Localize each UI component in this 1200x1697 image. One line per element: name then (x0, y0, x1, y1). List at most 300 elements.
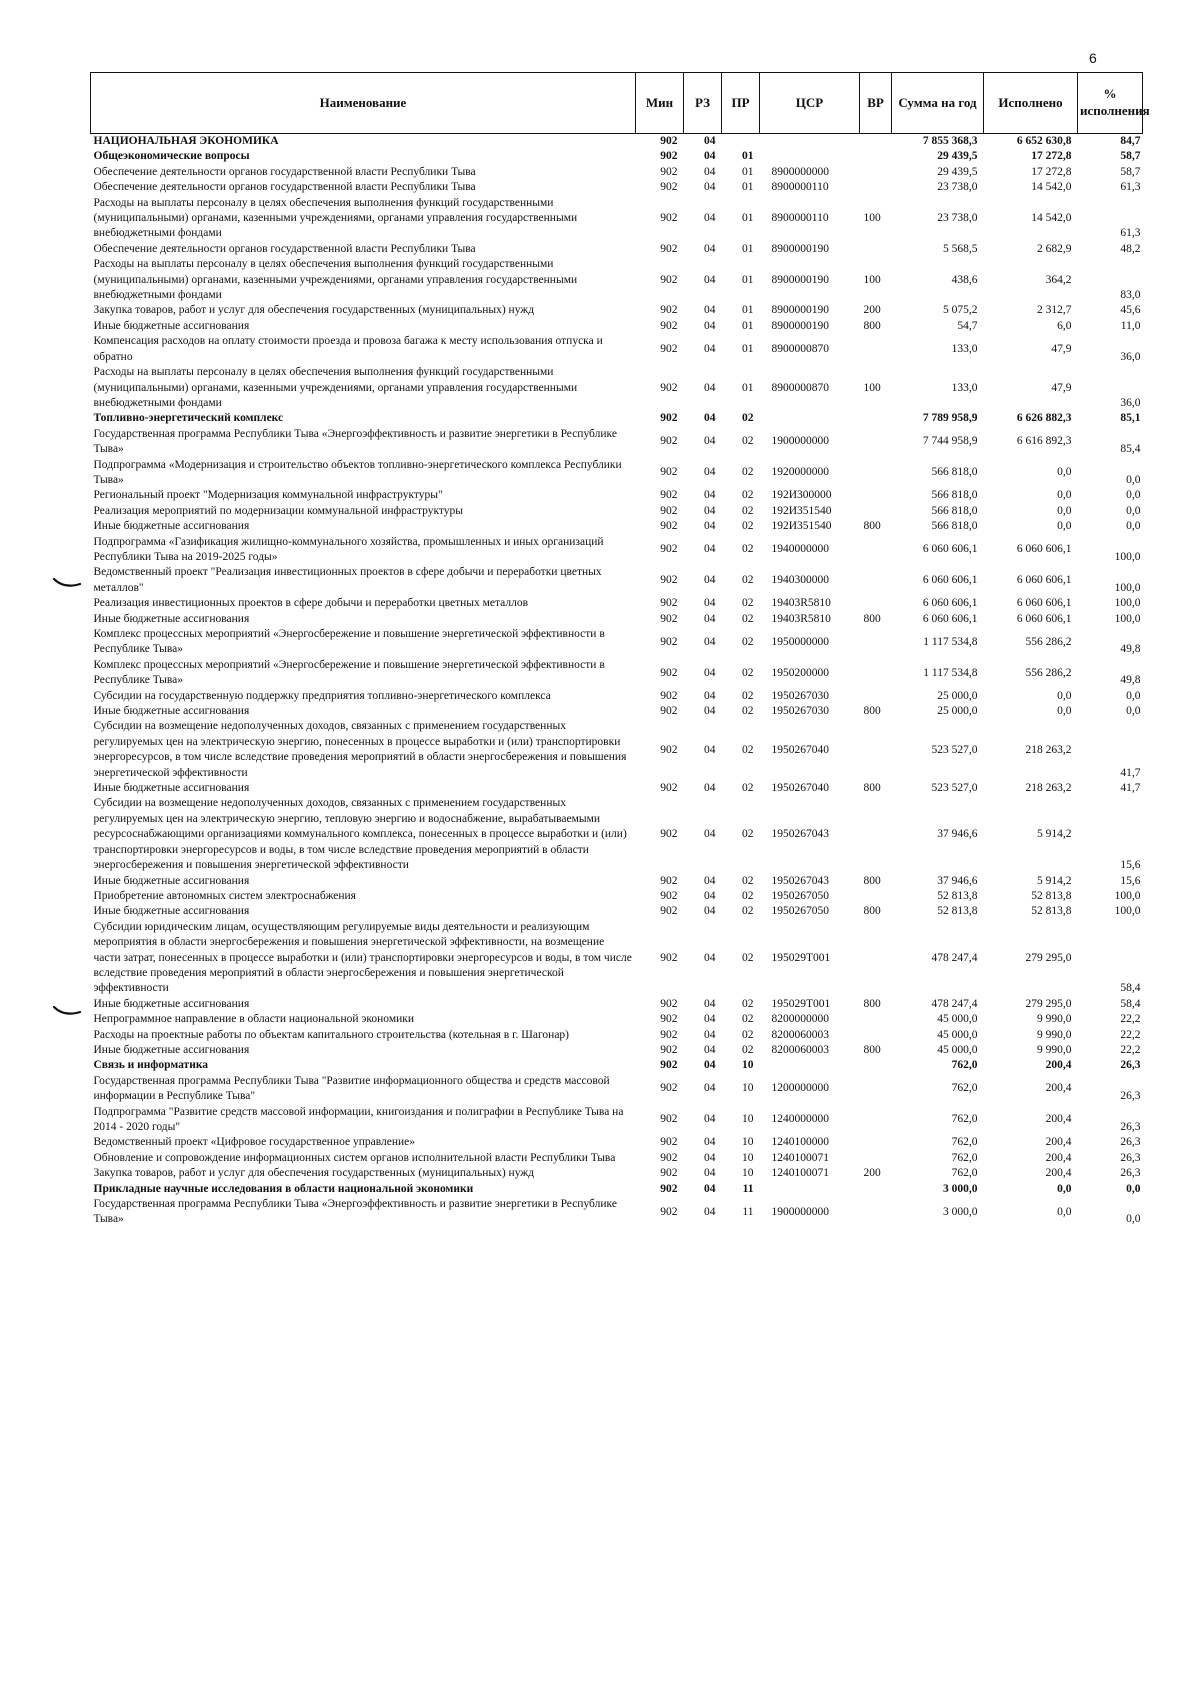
row-pr: 02 (742, 874, 754, 887)
row-min: 902 (660, 1136, 678, 1149)
row-executed: 200,4 (1045, 1059, 1072, 1072)
row-sum: 133,0 (951, 381, 978, 394)
row-name: Закупка товаров, работ и услуг для обеспечения государственных (муниципальных) нужд (93, 1167, 535, 1180)
row-csr: 8900000190 (771, 273, 829, 286)
row-name: Топливно-энергетический комплекс (93, 412, 284, 425)
row-min: 902 (660, 905, 678, 918)
row-rz: 04 (704, 273, 716, 286)
row-sum: 7 855 368,3 (922, 135, 978, 147)
row-percent: 100,0 (1114, 581, 1141, 594)
row-min: 902 (660, 242, 678, 255)
row-percent: 11,0 (1120, 319, 1141, 332)
row-csr: 1950267040 (771, 782, 829, 795)
margin-check-mark (52, 1004, 82, 1018)
table-row (91, 365, 1143, 411)
row-name: Иные бюджетные ассигнования (93, 319, 250, 332)
row-percent: 83,0 (1120, 289, 1141, 302)
row-name: Расходы на проектные работы по объектам капитального строительства (котельная в г. Шагонар) (93, 1028, 570, 1041)
row-min: 902 (660, 1043, 678, 1056)
table-row (91, 796, 1143, 873)
row-pr: 02 (742, 689, 754, 702)
table-row (91, 165, 1143, 180)
row-csr (760, 1058, 860, 1073)
row-executed: 218 263,2 (1025, 743, 1072, 756)
row-min: 902 (660, 1167, 678, 1180)
row-rz: 04 (704, 504, 716, 517)
row-min: 902 (660, 181, 678, 194)
row-executed: 52 813,8 (1031, 889, 1072, 902)
row-rz: 04 (704, 889, 716, 902)
row-percent: 100,0 (1114, 612, 1141, 625)
row-rz: 04 (704, 489, 716, 502)
row-min: 902 (660, 666, 678, 679)
row-min: 902 (660, 520, 678, 533)
row-rz: 04 (704, 666, 716, 679)
table-row (91, 889, 1143, 904)
row-vr (860, 488, 892, 503)
row-csr: 1950267030 (771, 689, 829, 702)
row-sum: 6 060 606,1 (922, 574, 978, 587)
row-pr: 10 (742, 1059, 754, 1072)
row-name: Подпрограмма «Газификация жилищно-коммунального хозяйства, промышленных и иных организаций Республики Тыва на 2019-2025 годы» (93, 535, 604, 563)
row-name: Обновление и сопровождение информационных систем органов исполнительной власти Республики Тыва (93, 1151, 616, 1164)
row-min: 902 (660, 543, 678, 556)
row-percent: 100,0 (1114, 597, 1141, 610)
row-min: 902 (660, 466, 678, 479)
row-vr (860, 535, 892, 566)
row-executed: 14 542,0 (1031, 181, 1072, 194)
row-pr: 02 (742, 635, 754, 648)
row-vr (860, 719, 892, 781)
row-min: 902 (660, 1059, 678, 1072)
header-rz: РЗ (684, 73, 722, 134)
table-row (91, 519, 1143, 534)
row-vr: 100 (863, 381, 881, 394)
row-csr: 1900000000 (771, 435, 829, 448)
table-row (91, 257, 1143, 303)
row-executed: 6 626 882,3 (1016, 412, 1072, 425)
row-rz: 04 (704, 212, 716, 225)
row-percent: 0,0 (1126, 1182, 1141, 1195)
row-rz: 04 (704, 319, 716, 332)
row-min: 902 (660, 273, 678, 286)
row-pr: 10 (742, 1151, 754, 1164)
row-rz: 04 (704, 905, 716, 918)
row-pr: 02 (742, 951, 754, 964)
row-csr: 1920000000 (771, 466, 829, 479)
row-vr: 200 (863, 304, 881, 317)
row-vr (860, 1028, 892, 1043)
row-sum: 6 060 606,1 (922, 597, 978, 610)
row-pr: 01 (742, 342, 754, 355)
row-rz: 04 (704, 635, 716, 648)
row-vr: 800 (863, 874, 881, 887)
row-min: 902 (660, 1013, 678, 1026)
row-executed: 6 060 606,1 (1016, 597, 1072, 610)
row-pr: 10 (742, 1136, 754, 1149)
row-vr: 800 (863, 319, 881, 332)
row-vr (860, 1105, 892, 1136)
row-rz: 04 (704, 1059, 716, 1072)
row-csr: 1950267043 (771, 828, 829, 841)
row-rz: 04 (704, 412, 716, 425)
row-executed: 17 272,8 (1031, 150, 1072, 163)
row-min: 902 (660, 381, 678, 394)
row-sum: 29 439,5 (937, 150, 978, 163)
row-csr: 8900000190 (771, 319, 829, 332)
table-row (91, 719, 1143, 781)
row-vr (860, 1151, 892, 1166)
row-pr: 11 (742, 1205, 754, 1218)
row-name: Региональный проект "Модернизация коммунальной инфраструктуры" (93, 489, 443, 502)
table-row (91, 658, 1143, 689)
margin-check-mark (52, 576, 82, 590)
table-row (91, 196, 1143, 242)
row-min: 902 (660, 889, 678, 902)
row-sum: 52 813,8 (937, 889, 978, 902)
row-rz: 04 (704, 689, 716, 702)
row-min: 902 (660, 828, 678, 841)
row-percent: 100,0 (1114, 889, 1141, 902)
row-vr (860, 180, 892, 195)
header-pr: ПР (722, 73, 760, 134)
table-row (91, 535, 1143, 566)
row-rz: 04 (704, 1136, 716, 1149)
row-rz: 04 (704, 1028, 716, 1041)
row-name: Подпрограмма «Модернизация и строительство объектов топливно-энергетического комплекса Республики Тыва» (93, 458, 622, 486)
row-csr: 1950267050 (771, 905, 829, 918)
row-rz: 04 (704, 520, 716, 533)
row-vr (860, 920, 892, 997)
row-sum: 54,7 (957, 319, 978, 332)
row-rz: 04 (704, 743, 716, 756)
row-vr (860, 411, 892, 426)
row-percent: 0,0 (1126, 504, 1141, 517)
row-csr: 1200000000 (771, 1082, 829, 1095)
row-pr: 02 (742, 504, 754, 517)
row-sum: 25 000,0 (937, 689, 978, 702)
table-row (91, 134, 1143, 150)
row-name: Комплекс процессных мероприятий «Энергосбережение и повышение энергетической эффективности в Республике Тыва» (93, 628, 605, 656)
row-csr: 192И351540 (771, 520, 832, 533)
row-executed: 6 060 606,1 (1016, 612, 1072, 625)
table-row (91, 303, 1143, 318)
row-pr: 01 (742, 181, 754, 194)
row-csr: 1950267050 (771, 889, 829, 902)
row-executed: 9 990,0 (1037, 1043, 1072, 1056)
row-pr: 02 (742, 782, 754, 795)
header-vr: ВР (860, 73, 892, 134)
table-row (91, 488, 1143, 503)
row-sum: 3 000,0 (943, 1205, 978, 1218)
row-min: 902 (660, 743, 678, 756)
row-executed: 556 286,2 (1025, 666, 1072, 679)
row-vr: 200 (863, 1167, 881, 1180)
row-percent: 61,3 (1120, 227, 1141, 240)
row-rz: 04 (704, 1151, 716, 1164)
row-csr: 1950267030 (771, 705, 829, 718)
row-csr: 8900000000 (771, 165, 829, 178)
row-pr: 02 (742, 543, 754, 556)
row-csr: 1950200000 (771, 666, 829, 679)
row-sum: 566 818,0 (931, 466, 978, 479)
row-csr (760, 411, 860, 426)
row-vr: 800 (863, 782, 881, 795)
table-row (91, 149, 1143, 164)
row-rz: 04 (704, 1043, 716, 1056)
row-rz: 04 (704, 1113, 716, 1126)
table-row (91, 334, 1143, 365)
row-min: 902 (660, 342, 678, 355)
row-min: 902 (660, 1082, 678, 1095)
row-sum: 29 439,5 (937, 165, 978, 178)
row-min: 902 (660, 782, 678, 795)
row-rz: 04 (704, 304, 716, 317)
row-pr: 01 (742, 304, 754, 317)
table-row (91, 427, 1143, 458)
row-percent: 15,6 (1120, 874, 1141, 887)
row-percent: 0,0 (1126, 473, 1141, 486)
row-sum: 5 075,2 (943, 304, 978, 317)
row-pr: 02 (742, 489, 754, 502)
row-csr: 8200060003 (771, 1043, 829, 1056)
row-executed: 0,0 (1057, 466, 1072, 479)
row-vr (860, 658, 892, 689)
row-csr: 1240000000 (771, 1113, 829, 1126)
row-vr (860, 1197, 892, 1228)
row-min: 902 (660, 165, 678, 178)
row-sum: 45 000,0 (937, 1028, 978, 1041)
row-min: 902 (660, 689, 678, 702)
row-executed: 6 616 892,3 (1016, 435, 1072, 448)
row-vr: 800 (863, 1043, 881, 1056)
row-pr: 01 (742, 381, 754, 394)
row-vr (860, 242, 892, 257)
table-row (91, 1135, 1143, 1150)
row-csr: 8900000110 (771, 212, 829, 225)
row-pr: 01 (742, 165, 754, 178)
row-csr: 8200060003 (771, 1028, 829, 1041)
row-percent: 26,3 (1120, 1090, 1141, 1103)
row-percent: 36,0 (1120, 350, 1141, 363)
row-sum: 5 568,5 (943, 242, 978, 255)
row-csr: 195029T001 (771, 997, 831, 1010)
row-pr: 01 (742, 242, 754, 255)
row-percent: 26,3 (1120, 1121, 1141, 1133)
row-sum: 45 000,0 (937, 1013, 978, 1026)
row-sum: 566 818,0 (931, 489, 978, 502)
table-row (91, 1197, 1143, 1228)
table-row (91, 1166, 1143, 1181)
row-csr: 192И300000 (771, 489, 832, 502)
row-pr: 02 (742, 1013, 754, 1026)
row-csr: 192И351540 (771, 504, 832, 517)
row-percent: 58,4 (1120, 982, 1141, 995)
row-rz: 04 (704, 612, 716, 625)
row-sum: 762,0 (951, 1082, 978, 1095)
row-rz: 04 (704, 1167, 716, 1180)
table-header-row (91, 73, 1143, 134)
row-pr: 02 (742, 1043, 754, 1056)
row-percent: 0,0 (1126, 705, 1141, 718)
row-sum: 438,6 (951, 273, 978, 286)
header-min: Мин (636, 73, 684, 134)
row-rz: 04 (704, 705, 716, 718)
row-executed: 200,4 (1045, 1113, 1072, 1126)
row-min: 902 (660, 1182, 678, 1195)
row-rz: 04 (704, 597, 716, 610)
row-csr: 1940000000 (771, 543, 829, 556)
row-vr (860, 565, 892, 596)
table-row (91, 689, 1143, 704)
row-name: Подпрограмма "Развитие средств массовой информации, книгоиздания и полиграфии в Республике Тыва на 2014 - 2020 годы" (93, 1105, 624, 1133)
row-executed: 2 682,9 (1037, 242, 1072, 255)
row-csr: 19403R5810 (771, 597, 831, 610)
row-min: 902 (660, 574, 678, 587)
row-vr: 800 (863, 905, 881, 918)
row-rz: 04 (704, 874, 716, 887)
row-rz: 04 (704, 543, 716, 556)
row-executed: 52 813,8 (1031, 905, 1072, 918)
row-name: Иные бюджетные ассигнования (93, 997, 250, 1010)
row-sum: 523 527,0 (931, 743, 978, 756)
row-vr (860, 596, 892, 611)
row-sum: 45 000,0 (937, 1043, 978, 1056)
row-rz: 04 (704, 782, 716, 795)
row-pr: 02 (742, 997, 754, 1010)
row-csr: 1940300000 (771, 574, 829, 587)
row-rz: 04 (704, 1205, 716, 1218)
row-sum: 762,0 (951, 1113, 978, 1126)
header-sum: Сумма на год (892, 73, 984, 134)
row-csr (760, 134, 860, 150)
row-executed: 9 990,0 (1037, 1028, 1072, 1041)
row-vr (860, 149, 892, 164)
row-percent: 49,8 (1120, 643, 1141, 656)
table-row (91, 781, 1143, 796)
row-vr: 100 (863, 212, 881, 225)
row-vr (860, 627, 892, 658)
row-percent: 84,7 (1120, 135, 1141, 147)
row-csr: 1950000000 (771, 635, 829, 648)
row-pr: 01 (742, 212, 754, 225)
row-pr: 02 (742, 466, 754, 479)
row-name: Связь и информатика (93, 1059, 209, 1072)
budget-table (90, 72, 1150, 1228)
row-pr: 02 (742, 743, 754, 756)
row-percent: 41,7 (1120, 766, 1141, 779)
row-sum: 1 117 534,8 (923, 666, 978, 679)
row-executed: 17 272,8 (1031, 165, 1072, 178)
table-row (91, 920, 1143, 997)
row-csr: 8200000000 (771, 1013, 829, 1026)
row-percent: 85,1 (1120, 412, 1141, 425)
page-number: 6 (1089, 50, 1097, 66)
row-pr (722, 134, 760, 150)
row-min: 902 (660, 1113, 678, 1126)
row-sum: 762,0 (951, 1059, 978, 1072)
header-name: Наименование (91, 73, 636, 134)
row-pr: 02 (742, 705, 754, 718)
table-row (91, 1058, 1143, 1073)
row-name: Компенсация расходов на оплату стоимости проезда и провоза багажа к месту использования отпуска и обратно (93, 335, 603, 363)
row-min: 902 (660, 951, 678, 964)
row-name: Расходы на выплаты персоналу в целях обеспечения выполнения функций государственными (муниципальными) органами, казенными учреждениями, органами управления государственными внебюджетными фондами (93, 258, 578, 302)
row-pr: 02 (742, 828, 754, 841)
row-pr: 10 (742, 1113, 754, 1126)
row-vr: 100 (863, 273, 881, 286)
row-name: Субсидии юридическим лицам, осуществляющим регулируемые виды деятельности и реализующим мероприятия в области энергосбережения и повышения энергетической эффективности, на возмещение части затрат, понесенных в процессе выработки и (или) транспортировки энергоресурсов и воды, в том числе вследствие проведения мероприятий в области энергосбережения и повышения энергетической эффективности (93, 920, 632, 995)
row-percent: 0,0 (1126, 489, 1141, 502)
row-pr: 02 (742, 905, 754, 918)
row-rz: 04 (704, 181, 716, 194)
row-percent: 0,0 (1126, 1213, 1141, 1226)
row-csr: 1240100000 (771, 1136, 829, 1149)
row-percent: 0,0 (1126, 520, 1141, 533)
row-pr: 02 (742, 574, 754, 587)
row-executed: 6 060 606,1 (1016, 543, 1072, 556)
row-rz: 04 (704, 828, 716, 841)
row-percent: 100,0 (1114, 905, 1141, 918)
row-sum: 478 247,4 (931, 951, 978, 964)
row-min: 902 (660, 150, 678, 163)
row-sum: 23 738,0 (937, 181, 978, 194)
row-sum: 566 818,0 (931, 520, 978, 533)
row-executed: 9 990,0 (1037, 1013, 1072, 1026)
row-pr: 11 (742, 1182, 754, 1195)
row-rz: 04 (704, 342, 716, 355)
row-percent: 48,2 (1120, 242, 1141, 255)
row-pr: 10 (742, 1167, 754, 1180)
row-rz: 04 (704, 381, 716, 394)
row-min: 902 (660, 319, 678, 332)
row-pr: 02 (742, 412, 754, 425)
row-name: Иные бюджетные ассигнования (93, 520, 250, 533)
row-percent: 26,3 (1120, 1167, 1141, 1180)
row-percent: 45,6 (1120, 304, 1141, 317)
row-csr: 1900000000 (771, 1205, 829, 1218)
row-csr: 19403R5810 (771, 612, 831, 625)
row-percent: 58,7 (1120, 165, 1141, 178)
row-executed: 0,0 (1057, 689, 1072, 702)
row-vr (860, 1012, 892, 1027)
row-executed: 556 286,2 (1025, 635, 1072, 648)
row-name: Обеспечение деятельности органов государственной власти Республики Тыва (93, 181, 476, 194)
row-name: Субсидии на государственную поддержку предприятия топливно-энергетического комплекса (93, 689, 551, 702)
row-pr: 01 (742, 273, 754, 286)
row-sum: 7 744 958,9 (922, 435, 978, 448)
row-percent: 26,3 (1120, 1151, 1141, 1164)
row-name: Обеспечение деятельности органов государственной власти Республики Тыва (93, 242, 476, 255)
row-executed: 0,0 (1057, 520, 1072, 533)
row-executed: 47,9 (1051, 381, 1072, 394)
row-sum: 37 946,6 (937, 874, 978, 887)
row-executed: 0,0 (1057, 489, 1072, 502)
row-csr: 195029T001 (771, 951, 831, 964)
row-name: Общеэкономические вопросы (93, 150, 250, 163)
row-name: Государственная программа Республики Тыва "Развитие информационного общества и средств массовой информации в Республике Тыва" (93, 1074, 610, 1103)
row-executed: 6 060 606,1 (1016, 574, 1072, 587)
row-sum: 478 247,4 (931, 997, 978, 1010)
row-sum: 25 000,0 (937, 705, 978, 718)
row-executed: 2 312,7 (1037, 304, 1072, 317)
row-executed: 14 542,0 (1031, 212, 1072, 225)
row-name: Ведомственный проект "Реализация инвестиционных проектов в сфере добычи и переработки цветных металлов" (93, 566, 602, 594)
row-csr: 8900000870 (771, 342, 829, 355)
row-name: Иные бюджетные ассигнования (93, 874, 250, 887)
row-sum: 52 813,8 (937, 905, 978, 918)
row-pr: 02 (742, 889, 754, 902)
